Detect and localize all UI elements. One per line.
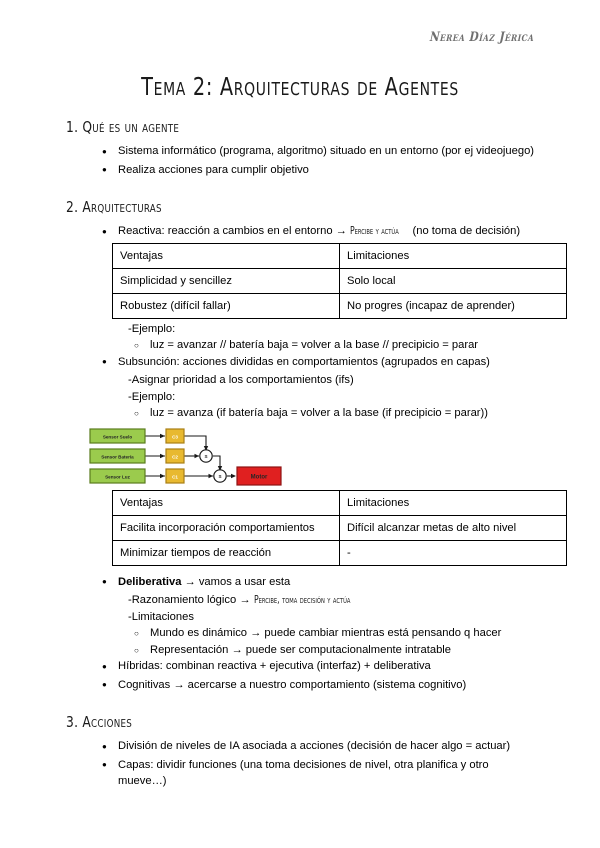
list-item-reactiva <box>102 223 534 240</box>
list-item: ● División de niveles de IA asociada a acciones (decisión de hacer algo = actuar) <box>102 738 534 755</box>
ejemplo-reactiva-sublist <box>66 337 534 354</box>
reactiva-smallcaps: Percibe y actúa <box>349 225 399 237</box>
diagram-behavior-boxes <box>166 429 184 483</box>
list-item-cognitivas: ● Cognitivas → acercarse a nuestro comportamiento (sistema cognitivo) <box>102 677 534 694</box>
section-3-bullets <box>66 738 534 790</box>
deliberativa-bullets <box>66 574 534 591</box>
table-cell: Solo local <box>340 268 567 293</box>
list-item: ● Realiza acciones para cumplir objetivo <box>102 162 534 179</box>
subsumption-diagram-svg <box>80 425 285 487</box>
hibridas-cognitivas-bullets <box>66 658 534 693</box>
spacer <box>66 180 534 198</box>
table-cell: Robustez (difícil fallar) <box>113 293 340 318</box>
section-heading-3: 3. Acciones <box>66 713 133 731</box>
table-cell: Facilita incorporación comportamientos <box>113 515 340 540</box>
table-row <box>113 490 567 515</box>
behavior-label-1: C2 <box>172 453 178 459</box>
sensor-label-0: Sensor Suelo <box>102 433 133 439</box>
deliberativa-bold: Deliberativa <box>118 575 182 588</box>
reactiva-text-after: (no toma de decisión) <box>409 225 521 237</box>
diagram-sensor-boxes <box>90 429 145 483</box>
arquitecturas-bullets <box>66 223 534 240</box>
razonamiento-text: -Razonamiento lógico <box>128 594 240 606</box>
ejemplo-reactiva-block <box>66 321 534 338</box>
limitaciones-label: -Limitaciones <box>128 610 194 623</box>
razonamiento-line <box>118 592 534 609</box>
table-header-ventajas: Ventajas <box>113 243 340 268</box>
table-header-limitaciones: Limitaciones <box>340 490 567 515</box>
table-cell: Difícil alcanzar metas de alto nivel <box>340 515 567 540</box>
arrow-glyph: → <box>239 594 251 606</box>
actuator-label: Motor <box>250 473 268 480</box>
document-title: Tema 2: Arquitecturas de Agentes <box>141 72 459 101</box>
list-item-deliberativa <box>102 574 534 591</box>
deliberativa-rest: vamos a usar esta <box>195 575 291 588</box>
diagram-actuator-box <box>237 467 281 485</box>
sensor-label-2: Sensor Luz <box>105 473 130 479</box>
table-subsuncion <box>112 490 567 566</box>
list-item: ○ luz = avanza (if batería baja = volver a la base (if precipicio = parar)) <box>134 405 534 422</box>
suppression-label-1: S <box>204 453 208 459</box>
subsuncion-bullets <box>66 354 534 371</box>
sensor-label-1: Sensor Batería <box>101 453 134 459</box>
table-cell: Minimizar tiempos de reacción <box>113 540 340 565</box>
deliberativa-limitaciones-list <box>66 625 534 658</box>
table-header-limitaciones: Limitaciones <box>340 243 567 268</box>
section-1-bullets <box>66 143 534 178</box>
table-row <box>113 268 567 293</box>
section-heading-1: 1. Qué es un agente <box>66 118 180 136</box>
arrow-glyph: → <box>184 575 196 588</box>
list-item: ● Capas: dividir funciones (una toma decisiones de nivel, otra planifica y otro mueve…) <box>102 757 534 790</box>
razonamiento-smallcaps: Percibe, toma decisión y actúa <box>253 594 351 606</box>
table-header-ventajas: Ventajas <box>113 490 340 515</box>
document-body <box>66 118 534 792</box>
table-cell: No progres (incapaz de aprender) <box>340 293 567 318</box>
behavior-label-2: C1 <box>172 473 178 479</box>
list-item-hibridas: ● Híbridas: combinan reactiva + ejecutiva (interfaz) + deliberativa <box>102 658 534 675</box>
table-row <box>113 540 567 565</box>
list-item: ○ luz = avanzar // batería baja = volver a la base // precipicio = parar <box>134 337 534 354</box>
table-reactiva <box>112 243 567 319</box>
table-cell: - <box>340 540 567 565</box>
arrow-glyph: → <box>335 225 347 237</box>
ejemplo-label: -Ejemplo: <box>128 390 176 403</box>
diagram-suppression-nodes <box>200 449 226 481</box>
subsuncion-detail-block <box>66 372 534 405</box>
ejemplo-label: -Ejemplo: <box>128 322 176 335</box>
spacer <box>66 695 534 713</box>
suppression-label-2: S <box>218 473 222 479</box>
subsumption-diagram <box>66 425 534 487</box>
list-item: ○ Mundo es dinámico → puede cambiar mientras está pensando q hacer <box>134 625 534 642</box>
author-name: Nerea Díaz Jérica <box>429 30 535 45</box>
list-item-subsuncion: ● Subsunción: acciones divididas en comportamientos (agrupados en capas) <box>102 354 534 371</box>
section-heading-2: 2. Arquitecturas <box>66 198 162 216</box>
reactiva-text-before: Reactiva: reacción a cambios en el entorno <box>118 225 336 237</box>
table-cell: Simplicidad y sencillez <box>113 268 340 293</box>
deliberativa-detail-block <box>66 592 534 625</box>
behavior-label-0: C3 <box>172 433 178 439</box>
table-row <box>113 515 567 540</box>
table-row <box>113 243 567 268</box>
prioridad-line: -Asignar prioridad a los comportamientos (ifs) <box>128 374 354 386</box>
list-item: ● Sistema informático (programa, algoritmo) situado en un entorno (por ej videojuego) <box>102 143 534 160</box>
list-item: ○ Representación → puede ser computacionalmente intratable <box>134 642 534 659</box>
table-row <box>113 293 567 318</box>
ejemplo-subsuncion-sublist <box>66 405 534 422</box>
